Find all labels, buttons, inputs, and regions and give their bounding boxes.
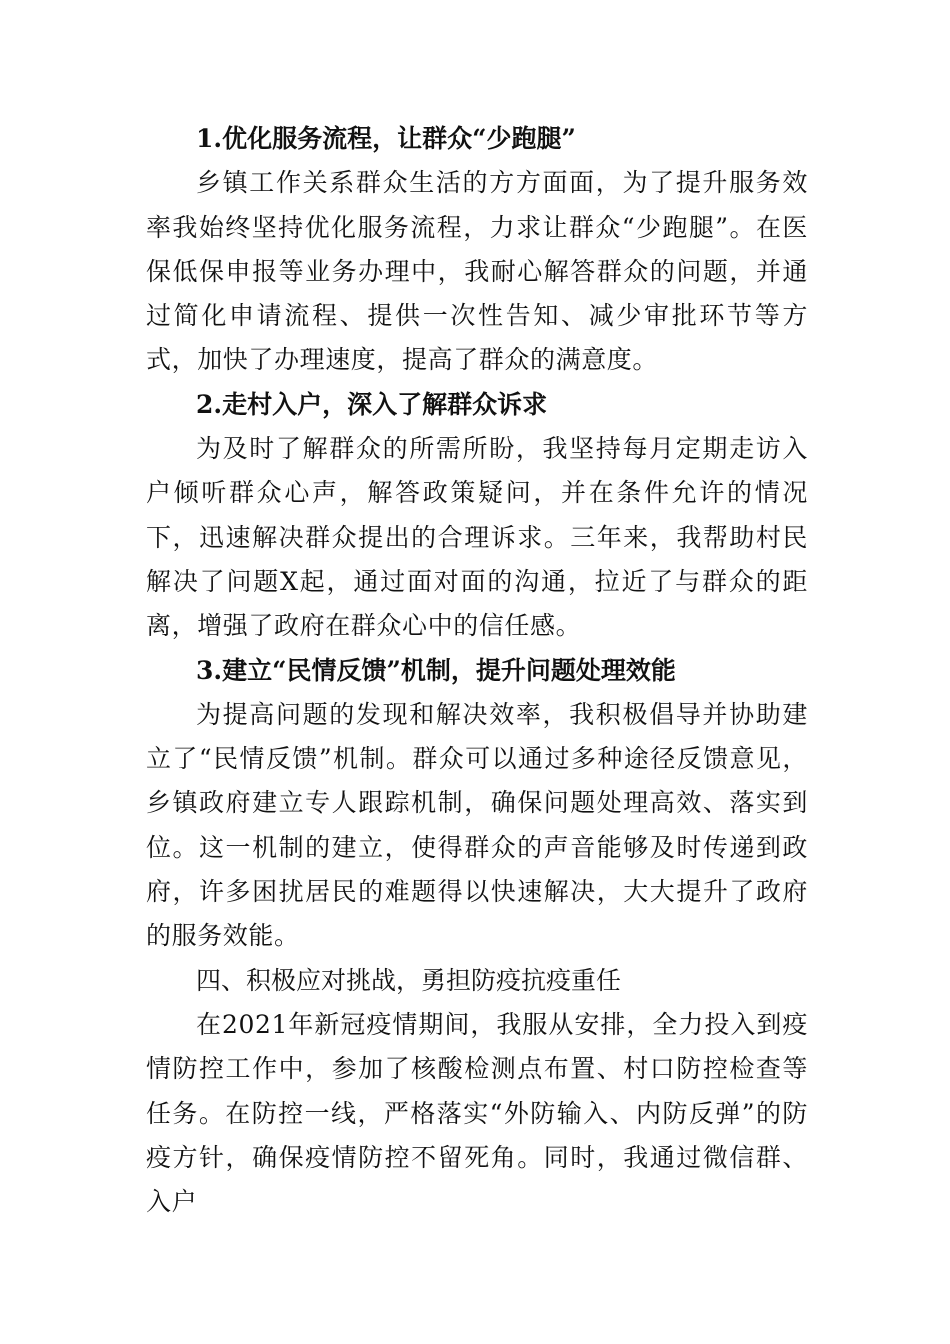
document-body: [146, 117, 808, 1224]
paragraph-optimize-service: 乡镇工作关系群众生活的方方面面，为了提升服务效率我始终坚持优化服务流程，力求让群众“少跑腿”。在医保低保申报等业务办理中，我耐心解答群众的问题，并通过简化申请流程、提供一次性告知、减少审批环节等方式，加快了办理速度，提高了群众的满意度。: [146, 168, 808, 375]
subheading-optimize-service: 1.优化服务流程，让群众“少跑腿”: [196, 124, 576, 153]
subheading-feedback-mechanism: 3.建立“民情反馈”机制，提升问题处理效能: [196, 655, 676, 685]
paragraph-epidemic: 在2021年新冠疫情期间，我服从安排，全力投入到疫情防控工作中，参加了核酸检测点布置、村口防控检查等任务。在防控一线，严格落实“外防输入、内防反弹”的防疫方针，确保疫情防控不留死角。同时，我通过微信群、入户: [146, 1009, 808, 1217]
section-heading-epidemic: 四、积极应对挑战，勇担防疫抗疫重任: [196, 965, 622, 995]
paragraph-feedback-mechanism: 为提高问题的发现和解决效率，我积极倡导并协助建立了“民情反馈”机制。群众可以通过多种途径反馈意见，乡镇政府建立专人跟踪机制，确保问题处理高效、落实到位。这一机制的建立，使得群众的声音能够及时传递到政府，许多困扰居民的难题得以快速解决，大大提升了政府的服务效能。: [146, 699, 808, 951]
subheading-village-visits: 2.走村入户，深入了解群众诉求: [196, 389, 548, 419]
paragraph-village-visits: 为及时了解群众的所需所盼，我坚持每月定期走访入户倾听群众心声，解答政策疑问，并在条件允许的情况下，迅速解决群众提出的合理诉求。三年来，我帮助村民解决了问题X起，通过面对面的沟通，拉近了与群众的距离，增强了政府在群众心中的信任感。: [146, 434, 808, 641]
